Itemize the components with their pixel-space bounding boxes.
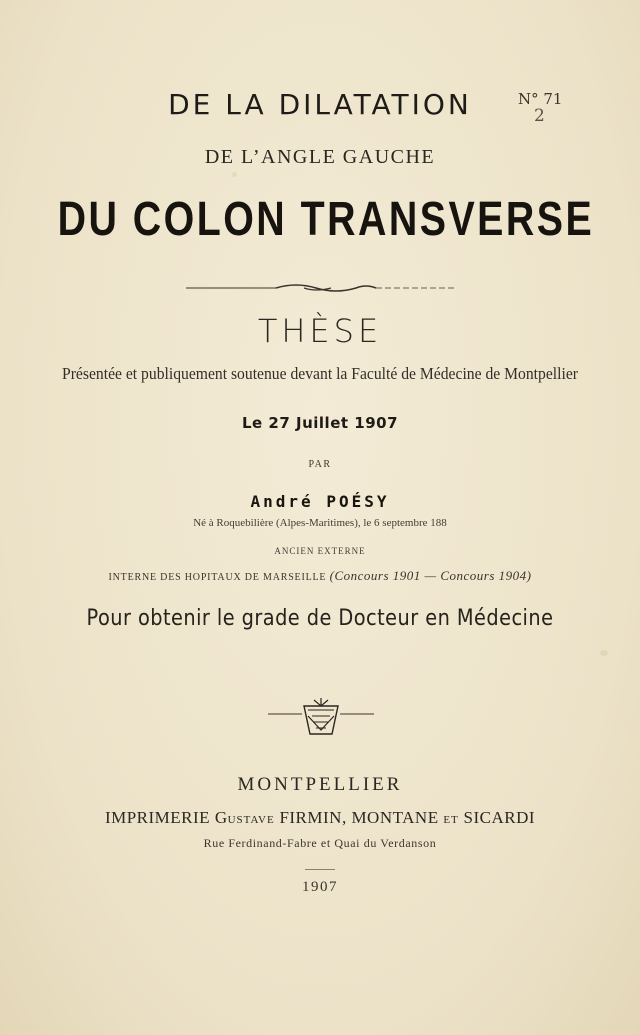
paper-stain [600, 650, 608, 656]
publication-city: MONTPELLIER [237, 774, 403, 795]
printer-last-name: SICARDI [463, 808, 536, 827]
author-name: André POÉSY [250, 492, 390, 511]
shelfmark-number: N° 71 [518, 90, 563, 108]
author-position-1: ANCIEN EXTERNE [274, 546, 366, 556]
competitions: (Concours 1901 — Concours 1904) [329, 568, 532, 583]
document-type: THÈSE [257, 312, 383, 350]
degree-statement: Pour obtenir le grade de Docteur en Médecine [86, 606, 554, 631]
printer-et: ET [443, 814, 459, 826]
title-line-1: DE LA DILATATION [168, 88, 472, 121]
author-position-2 [0, 568, 640, 584]
title-line-2: DE L’ANGLE GAUCHE [204, 146, 436, 168]
position-2-label: INTERNE DES HOPITAUX DE MARSEILLE [108, 572, 327, 583]
shelfmark-sub: 2 [534, 106, 545, 126]
ornamental-rule-icon [186, 282, 456, 294]
publication-year: 1907 [302, 879, 338, 895]
by-label: PAR [308, 459, 332, 470]
presentation-statement: Présentée et publiquement soutenue devant la Faculté de Médecine de Montpellier [62, 364, 578, 383]
fleuron-ornament-icon [268, 694, 374, 740]
printer-first-name: GUSTAVE [214, 808, 275, 827]
defense-date: Le 27 Juillet 1907 [241, 414, 399, 432]
title-line-3: DU COLON TRANSVERSE [57, 193, 595, 246]
short-divider [305, 869, 335, 870]
printer-prefix: IMPRIMERIE [104, 808, 211, 827]
paper-stain [232, 172, 237, 177]
author-birth: Né à Roquebilière (Alpes-Maritimes), le 6 septembre 188 [193, 517, 447, 529]
printer-line [0, 808, 640, 828]
printer-address: Rue Ferdinand-Fabre et Quai du Verdanson [203, 836, 437, 850]
printer-names: FIRMIN, MONTANE [279, 808, 439, 827]
